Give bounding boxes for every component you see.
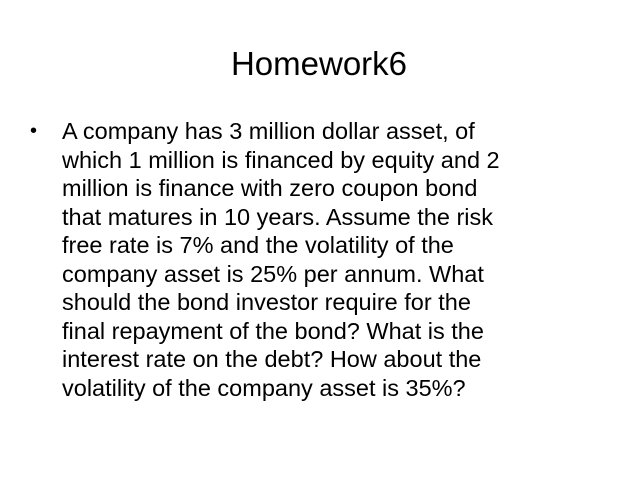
bullet-text-line: should the bond investor require for the — [62, 289, 471, 315]
bullet-text-line: interest rate on the debt? How about the — [62, 346, 482, 372]
bullet-text-line: volatility of the company asset is 35%? — [62, 374, 466, 401]
bullet-text-line: that matures in 10 years. Assume the risk — [62, 203, 494, 230]
bullet-text-line: company asset is 25% per annum. What — [62, 260, 484, 287]
bullet-text-line: final repayment of the bond? What is the — [62, 317, 484, 344]
bullet-text-line: A company has 3 million dollar asset, of — [62, 118, 475, 144]
bullet-icon: • — [30, 120, 38, 142]
bullet-item — [30, 117, 610, 402]
bullet-text-line: free rate is 7% and the volatility of the — [62, 232, 454, 258]
bullet-text-line: which 1 million is financed by equity and 2 — [62, 146, 500, 173]
slide-title: Homework6 — [230, 45, 408, 82]
bullet-text-line: million is finance with zero coupon bond — [62, 175, 478, 201]
bullet-list — [30, 117, 610, 402]
